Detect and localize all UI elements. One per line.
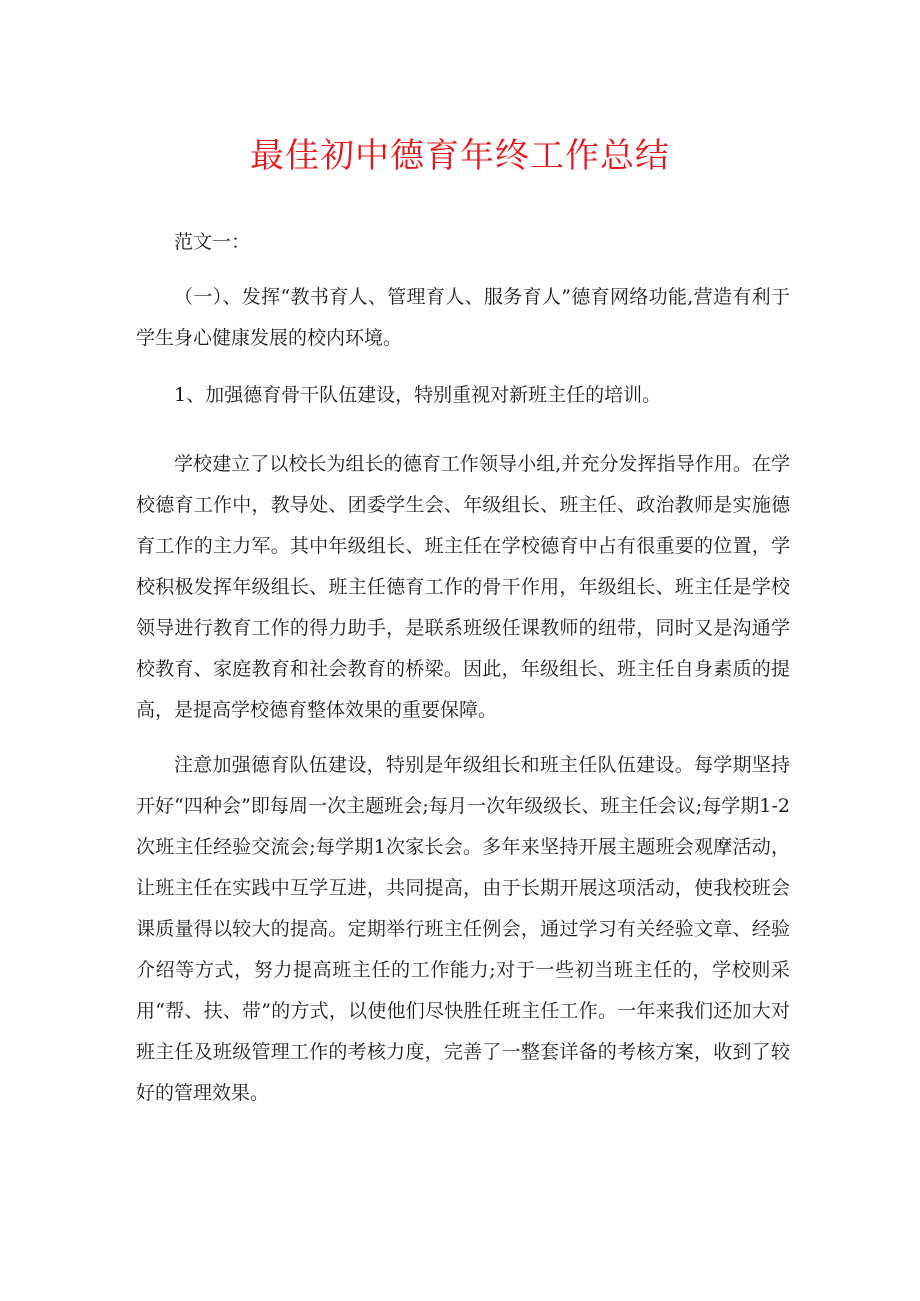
paragraph-heading-1: （一）、发挥“教书育人、管理育人、服务育人”德育网络功能,营造有利于学生身心健康发展的校内环境。 xyxy=(136,286,790,349)
document-title: 最佳初中德育年终工作总结 xyxy=(250,136,670,176)
document-body xyxy=(136,222,790,1114)
paragraph-section-label: 范文一： xyxy=(174,231,251,253)
paragraph-subheading-1: 1、加强德育骨干队伍建设，特别重视对新班主任的培训。 xyxy=(174,384,662,406)
paragraph-body-2: 注意加强德育队伍建设，特别是年级组长和班主任队伍建设。每学期坚持开好“四种会”即每周一次主题班会;每月一次年级级长、班主任会议;每学期1-2次班主任经验交流会;每学期1次家长会。多年来坚持开展主题班会观摩活动，让班主任在实践中互学互进，共同提高，由于长期开展这项活动，使我校班会课质量得以较大的提高。定期举行班主任例会，通过学习有关经验文章、经验介绍等方式，努力提高班主任的工作能力;对于一些初当班主任的，学校则采用“帮、扶、带”的方式，以使他们尽快胜任班主任工作。一年来我们还加大对班主任及班级管理工作的考核力度，完善了一整套详备的考核方案，收到了较好的管理效果。 xyxy=(136,754,790,1104)
paragraph-body-1: 学校建立了以校长为组长的德育工作领导小组,并充分发挥指导作用。在学校德育工作中，教导处、团委学生会、年级组长、班主任、政治教师是实施德育工作的主力军。其中年级组长、班主任在学校德育中占有很重要的位置，学校积极发挥年级组长、班主任德育工作的骨干作用，年级组长、班主任是学校领导进行教育工作的得力助手，是联系班级任课教师的纽带，同时又是沟通学校教育、家庭教育和社会教育的桥梁。因此，年级组长、班主任自身素质的提高，是提高学校德育整体效果的重要保障。 xyxy=(136,453,790,721)
